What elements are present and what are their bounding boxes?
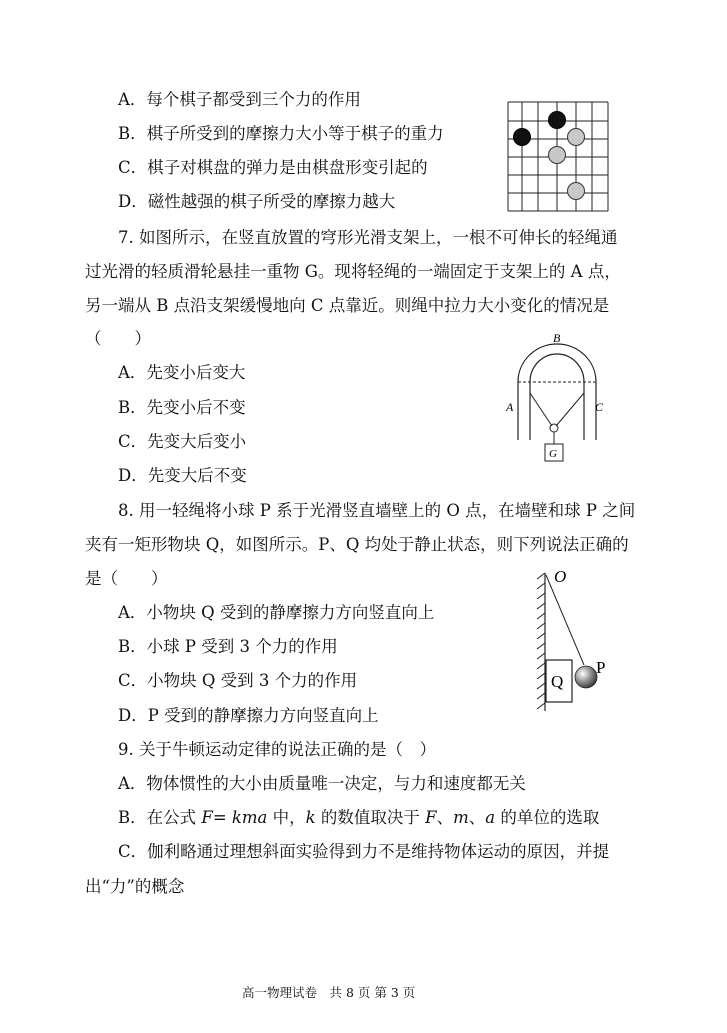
q7-stem-line-4: （ ） (85, 329, 151, 348)
rope-left (530, 393, 552, 426)
label-q: Q (551, 672, 564, 691)
q6-option-d: D．磁性越强的棋子所受的摩擦力越大 (118, 192, 396, 211)
q6-option-c: C．棋子对棋盘的弹力是由棋盘形变引起的 (118, 158, 428, 177)
q7-stem-line-3: 另一端从 B 点沿支架缓慢地向 C 点靠近。则绳中拉力大小变化的情况是 (85, 296, 610, 315)
q9-b-formula-f: F (201, 808, 213, 827)
q9-b-text: 的数值取决于 (315, 808, 426, 827)
q9-b-var-k: k (305, 808, 316, 827)
wall-ball-figure (530, 565, 620, 715)
q9-b-text: 中， (267, 808, 306, 827)
black-stone (549, 112, 566, 129)
q7-option-a: A．先变小后变大 (118, 363, 246, 382)
string (546, 575, 584, 665)
rope-right (556, 393, 584, 426)
q6-option-a: A．每个棋子都受到三个力的作用 (118, 90, 361, 109)
gray-stone (568, 129, 585, 146)
inner-arch (530, 354, 584, 440)
q8-stem-line-3: 是（ ） (85, 569, 168, 588)
black-stone (514, 129, 531, 146)
q9-b-var-f: F (425, 808, 437, 827)
label-c: C (595, 400, 604, 414)
q7-stem-line-1: 7. 如图所示，在竖直放置的穹形光滑支架上，一根不可伸长的轻绳通 (118, 228, 618, 247)
q8-option-b: B．小球 P 受到 3 个力的作用 (118, 637, 338, 656)
q9-b-text: 、 (436, 808, 454, 827)
q8-option-a: A．小物块 Q 受到的静摩擦力方向竖直向上 (118, 603, 435, 622)
pulley (550, 424, 558, 432)
q9-b-formula-kma: kma (231, 808, 268, 827)
go-board-figure (500, 95, 610, 215)
q6-option-b: B．棋子所受到的摩擦力大小等于棋子的重力 (118, 124, 444, 143)
q9-option-c-line-2: 出“力”的概念 (85, 877, 185, 896)
gray-stone (549, 147, 566, 164)
q9-stem: 9. 关于牛顿运动定律的说法正确的是（ ） (118, 740, 436, 759)
page-footer: 高一物理试卷 共 8 页 第 3 页 (242, 985, 416, 1000)
gray-stone (568, 183, 585, 200)
q8-stem-line-1: 8. 用一轻绳将小球 P 系于光滑竖直墙壁上的 O 点，在墙壁和球 P 之间 (118, 501, 636, 520)
q9-option-a: A．物体惯性的大小由质量唯一决定，与力和速度都无关 (118, 774, 526, 793)
label-p: P (596, 658, 606, 677)
q9-option-b (118, 807, 599, 829)
ball-p (575, 666, 597, 688)
arch-support-figure (500, 330, 620, 470)
q8-option-c: C．小物块 Q 受到 3 个力的作用 (118, 671, 358, 690)
q9-b-var-a: a (485, 808, 496, 827)
label-o: O (554, 567, 567, 586)
q8-stem-line-2: 夹有一矩形物块 Q，如图所示。P、Q 均处于静止状态，则下列说法正确的 (85, 535, 629, 554)
q9-b-text: 的单位的选取 (495, 808, 600, 827)
q9-option-c-line-1: C．伽利略通过理想斜面实验得到力不是维持物体运动的原因，并提 (118, 842, 610, 861)
label-a: A (506, 400, 514, 414)
q9-b-var-m: m (453, 808, 469, 827)
q7-option-b: B．先变小后不变 (118, 398, 246, 417)
q8-option-d: D．P 受到的静摩擦力方向竖直向上 (118, 706, 379, 725)
q9-b-text: = (212, 808, 232, 827)
label-g: G (549, 448, 557, 460)
label-b: B (553, 331, 561, 345)
q7-option-c: C．先变大后变小 (118, 432, 247, 451)
q9-b-text: 、 (468, 808, 486, 827)
q7-option-d: D．先变大后不变 (118, 466, 247, 485)
q9-b-text: B．在公式 (118, 808, 202, 827)
wall-hatching (537, 573, 545, 711)
q7-stem-line-2: 过光滑的轻质滑轮悬挂一重物 G。现将轻绳的一端固定于支架上的 A 点， (85, 262, 621, 281)
